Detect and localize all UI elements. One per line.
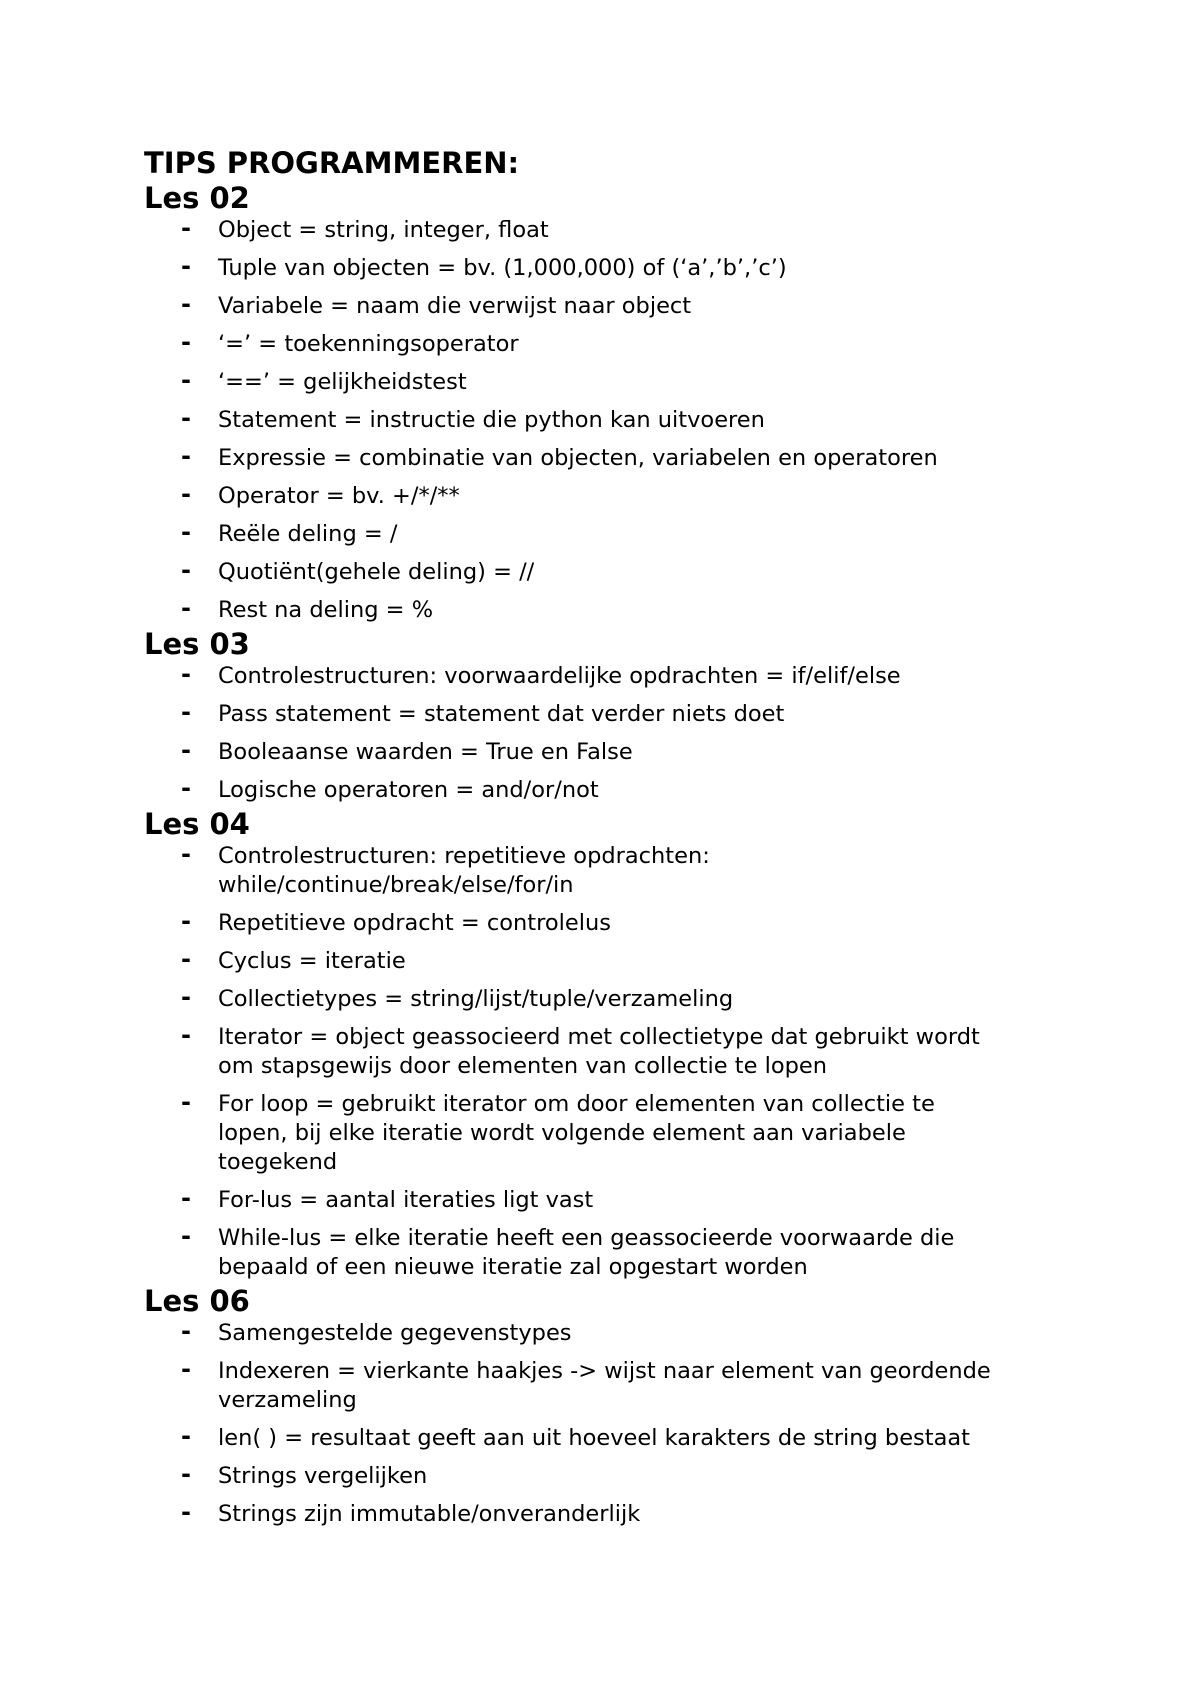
bullet-list xyxy=(144,216,1074,625)
list-item-text: For-lus = aantal iteraties ligt vast xyxy=(218,1187,594,1213)
bullet-dash: - xyxy=(181,1021,191,1049)
list-item xyxy=(144,292,1008,321)
section-heading: Les 04 xyxy=(144,807,250,841)
bullet-dash: - xyxy=(181,518,191,546)
bullet-dash: - xyxy=(181,1222,191,1250)
bullet-list xyxy=(144,1319,1074,1529)
list-item xyxy=(144,1224,1008,1282)
list-item xyxy=(144,947,1008,976)
bullet-dash: - xyxy=(181,660,191,688)
bullet-dash: - xyxy=(181,480,191,508)
bullet-dash: - xyxy=(181,698,191,726)
bullet-dash: - xyxy=(181,1355,191,1383)
list-item xyxy=(144,985,1008,1014)
bullet-dash: - xyxy=(181,214,191,242)
list-item-text: ‘==’ = gelijkheidstest xyxy=(218,369,467,395)
bullet-list xyxy=(144,662,1074,805)
list-item xyxy=(144,558,1008,587)
list-item xyxy=(144,368,1008,397)
list-item-text: Statement = instructie die python kan uitvoeren xyxy=(218,407,765,433)
list-item-text: ‘=’ = toekenningsoperator xyxy=(218,331,519,357)
list-item xyxy=(144,1090,1008,1177)
document-title: TIPS PROGRAMMEREN: xyxy=(144,146,520,180)
list-item-text: Pass statement = statement dat verder niets doet xyxy=(218,701,785,727)
list-item xyxy=(144,738,1008,767)
list-item xyxy=(144,1500,1008,1529)
bullet-dash: - xyxy=(181,774,191,802)
list-item-text: Strings zijn immutable/onveranderlijk xyxy=(218,1501,641,1527)
list-item-text: len( ) = resultaat geeft aan uit hoeveel karakters de string bestaat xyxy=(218,1425,971,1451)
list-item xyxy=(144,520,1008,549)
list-item-text: Cyclus = iteratie xyxy=(218,948,406,974)
list-item-text: Collectietypes = string/lijst/tuple/verzameling xyxy=(218,986,734,1012)
list-item-text: Samengestelde gegevenstypes xyxy=(218,1320,572,1346)
list-item xyxy=(144,776,1008,805)
bullet-dash: - xyxy=(181,290,191,318)
bullet-dash: - xyxy=(181,1498,191,1526)
list-item-text: While-lus = elke iteratie heeft een geassocieerde voorwaarde die bepaald of een nieuwe iteratie zal opgestart worden xyxy=(218,1225,955,1280)
section-heading: Les 06 xyxy=(144,1284,250,1318)
list-item xyxy=(144,406,1008,435)
bullet-dash: - xyxy=(181,1184,191,1212)
list-item-text: Variabele = naam die verwijst naar object xyxy=(218,293,692,319)
section-heading: Les 02 xyxy=(144,181,250,215)
list-item xyxy=(144,842,1008,900)
bullet-dash: - xyxy=(181,328,191,356)
list-item-text: Tuple van objecten = bv. (1,000,000) of (‘a’,’b’,’c’) xyxy=(218,255,787,281)
list-item-text: Booleaanse waarden = True en False xyxy=(218,739,633,765)
bullet-dash: - xyxy=(181,366,191,394)
list-item-text: For loop = gebruikt iterator om door elementen van collectie te lopen, bij elke iteratie wordt volgende element aan variabele toegekend xyxy=(218,1091,935,1175)
list-item xyxy=(144,330,1008,359)
bullet-dash: - xyxy=(181,1088,191,1116)
list-item-text: Indexeren = vierkante haakjes -> wijst naar element van geordende verzameling xyxy=(218,1358,991,1413)
list-item xyxy=(144,482,1008,511)
bullet-dash: - xyxy=(181,945,191,973)
bullet-dash: - xyxy=(181,594,191,622)
document-content xyxy=(144,146,1074,1531)
bullet-dash: - xyxy=(181,840,191,868)
bullet-dash: - xyxy=(181,252,191,280)
list-item xyxy=(144,1023,1008,1081)
list-item xyxy=(144,700,1008,729)
list-item-text: Rest na deling = % xyxy=(218,597,434,623)
bullet-dash: - xyxy=(181,736,191,764)
list-item xyxy=(144,444,1008,473)
bullet-dash: - xyxy=(181,1460,191,1488)
list-item xyxy=(144,1319,1008,1348)
bullet-dash: - xyxy=(181,907,191,935)
list-item xyxy=(144,662,1008,691)
list-item-text: Logische operatoren = and/or/not xyxy=(218,777,599,803)
list-item xyxy=(144,596,1008,625)
list-item xyxy=(144,1462,1008,1491)
list-item xyxy=(144,254,1008,283)
list-item-text: Controlestructuren: repetitieve opdrachten: while/continue/break/else/for/in xyxy=(218,843,710,898)
list-item-text: Iterator = object geassocieerd met collectietype dat gebruikt wordt om stapsgewijs door elementen van collectie te lopen xyxy=(218,1024,980,1079)
section-heading: Les 03 xyxy=(144,627,250,661)
list-item xyxy=(144,1186,1008,1215)
bullet-list xyxy=(144,842,1074,1282)
list-item xyxy=(144,216,1008,245)
list-item xyxy=(144,1424,1008,1453)
list-item-text: Reële deling = / xyxy=(218,521,398,547)
bullet-dash: - xyxy=(181,1317,191,1345)
bullet-dash: - xyxy=(181,556,191,584)
list-item-text: Repetitieve opdracht = controlelus xyxy=(218,910,611,936)
list-item-text: Quotiënt(gehele deling) = // xyxy=(218,559,535,585)
list-item-text: Strings vergelijken xyxy=(218,1463,428,1489)
list-item xyxy=(144,1357,1008,1415)
bullet-dash: - xyxy=(181,1422,191,1450)
list-item xyxy=(144,909,1008,938)
sections-container xyxy=(144,181,1074,1529)
list-item-text: Object = string, integer, float xyxy=(218,217,549,243)
bullet-dash: - xyxy=(181,983,191,1011)
list-item-text: Operator = bv. +/*/** xyxy=(218,483,460,509)
list-item-text: Controlestructuren: voorwaardelijke opdrachten = if/elif/else xyxy=(218,663,901,689)
list-item-text: Expressie = combinatie van objecten, variabelen en operatoren xyxy=(218,445,938,471)
bullet-dash: - xyxy=(181,404,191,432)
bullet-dash: - xyxy=(181,442,191,470)
